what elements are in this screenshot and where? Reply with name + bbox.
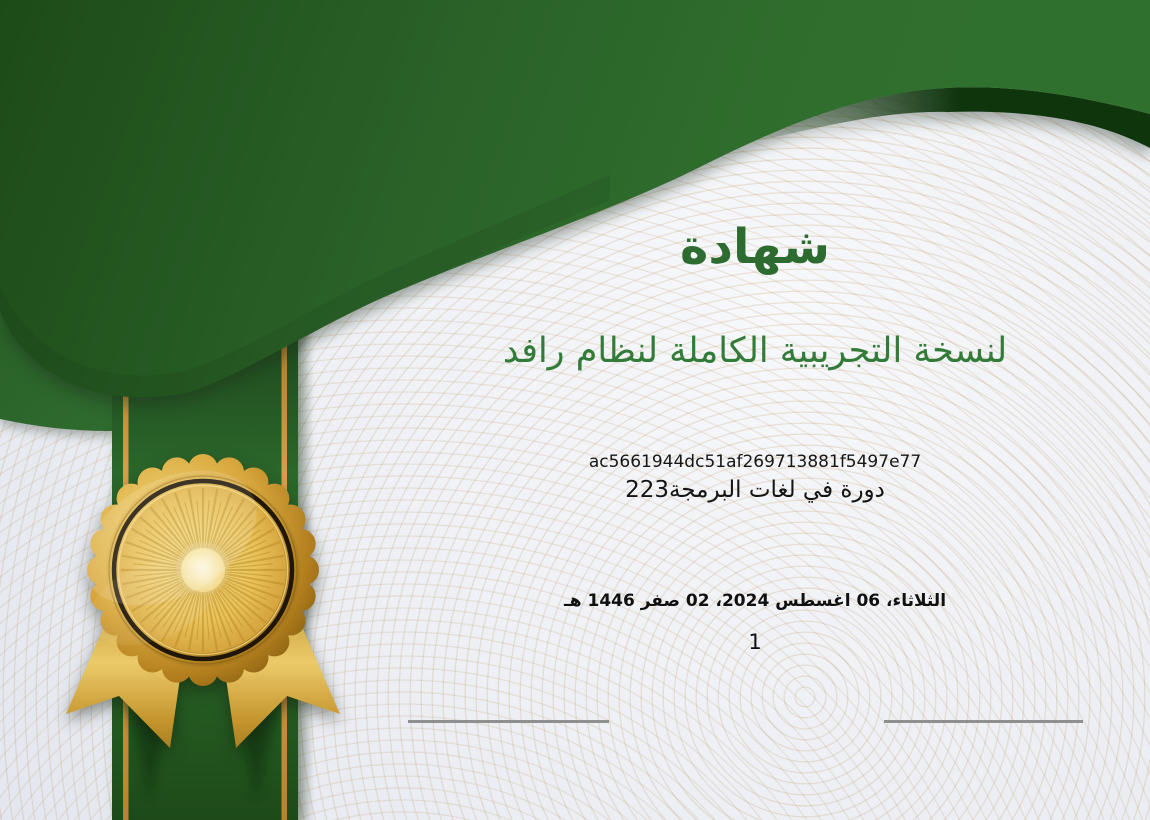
signature-line-left (408, 720, 609, 723)
serial-number: 1 (748, 630, 762, 654)
certificate-code: ac5661944dc51af269713881f5497e77 (588, 452, 922, 472)
certificate-title: شهادة (680, 219, 830, 275)
certificate-date: الثلاثاء، 06 اغسطس 2024، 02 صفر 1446 هـ (563, 591, 947, 611)
signature-line-right (884, 720, 1083, 723)
course-name: دورة في لغات البرمجة223 (625, 477, 885, 503)
certificate-subtitle: لنسخة التجريبية الكاملة لنظام رافد (502, 331, 1008, 371)
